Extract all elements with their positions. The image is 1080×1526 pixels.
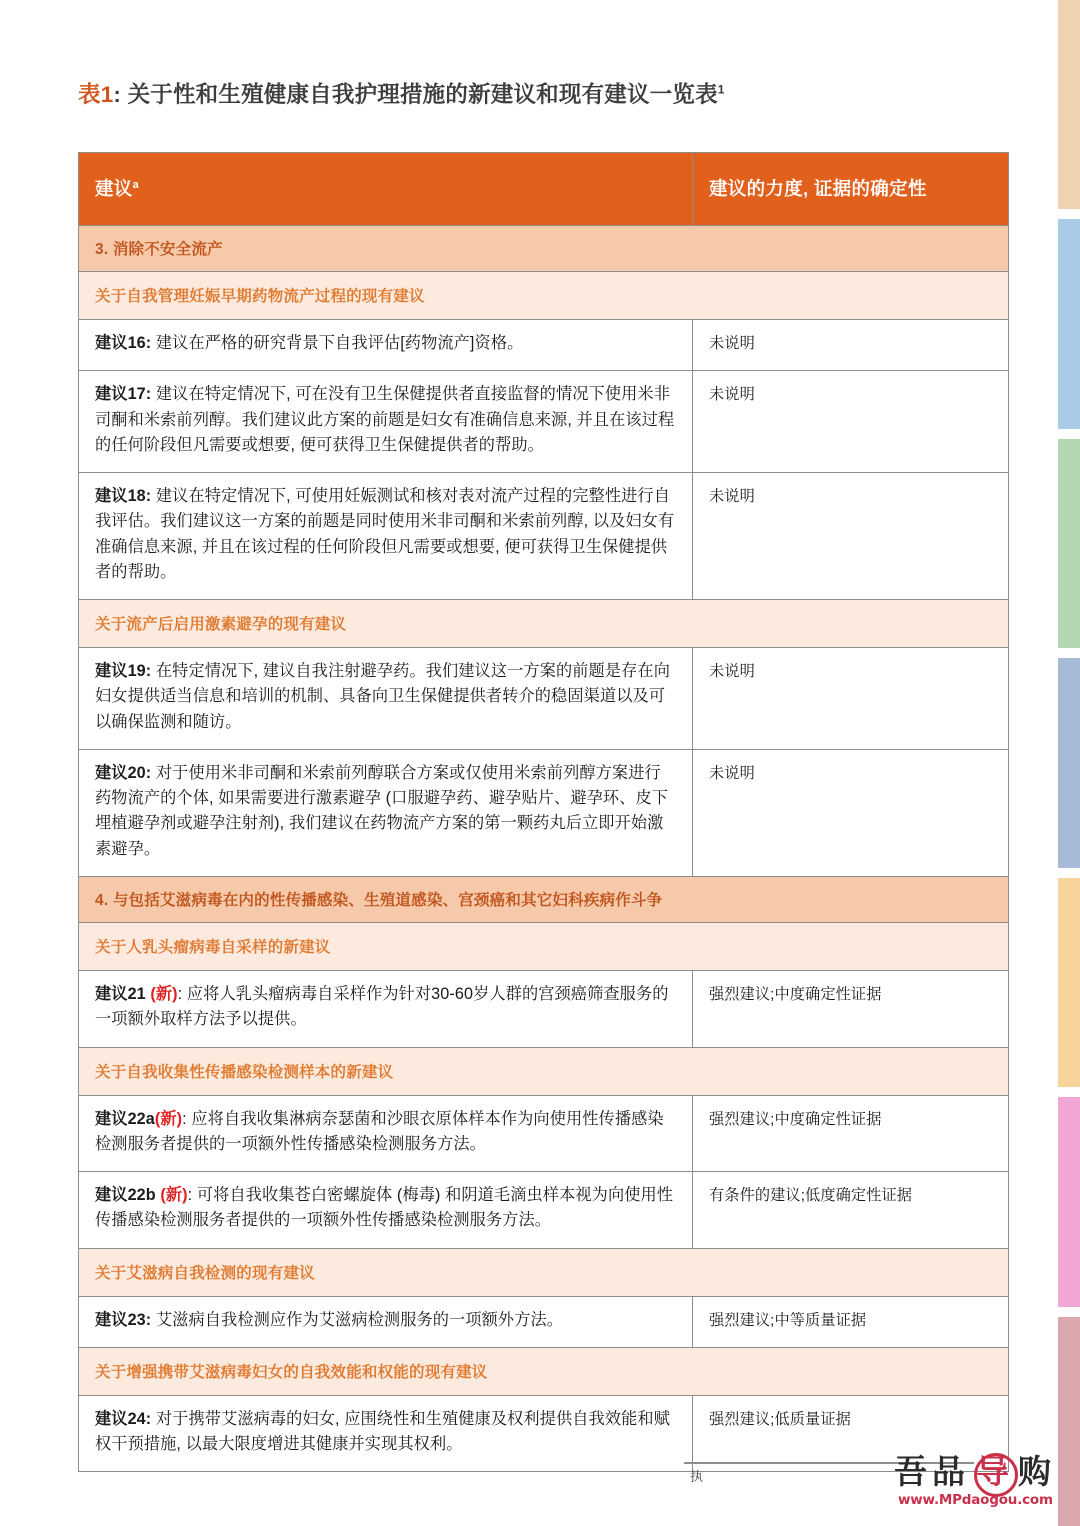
recommendation-id: 建议19: <box>95 662 152 681</box>
edge-color-tab-3 <box>1058 439 1080 648</box>
recommendation-text: 建议在严格的研究背景下自我评估[药物流产]资格。 <box>151 334 524 352</box>
recommendation-cell <box>79 1395 693 1472</box>
section-header-row <box>79 226 1009 272</box>
recommendation-id: 建议17: <box>95 385 152 404</box>
table-row <box>79 1172 1009 1249</box>
edge-color-tab-2 <box>1058 219 1080 428</box>
table-row <box>79 749 1009 876</box>
recommendation-cell <box>79 1172 693 1249</box>
recommendation-text: 建议在特定情况下, 可使用妊娠测试和核对表对流产过程的完整性进行自我评估。我们建议这一方案的前题是同时使用米非司酮和米索前列醇, 以及妇女有准确信息来源, 并且在该过程的任何阶段但凡需要或想要, 便可获得卫生保健提供者的帮助。 <box>95 487 675 581</box>
header-superscript-a: a <box>132 178 140 191</box>
recommendation-text: 建议在特定情况下, 可在没有卫生保健提供者直接监督的情况下使用米非司酮和米索前列醇。我们建议此方案的前题是妇女有准确信息来源, 并且在该过程的任何阶段但凡需要或想要, 便可获得卫生保健提供者的帮助。 <box>95 385 675 454</box>
subsection-header-row <box>79 600 1009 648</box>
watermark-glyph-4: 购 <box>1018 1452 1051 1491</box>
edge-color-tabs <box>1058 0 1080 1526</box>
recommendation-cell <box>79 371 693 473</box>
table-row <box>79 320 1009 371</box>
subsection-header-label: 关于自我管理妊娠早期药物流产过程的现有建议 <box>79 272 1009 320</box>
strength-certainty-cell: 强烈建议;中度确定性证据 <box>693 970 1009 1047</box>
table-row <box>79 970 1009 1047</box>
recommendation-id: 建议22b <box>95 1186 156 1205</box>
recommendation-id: 建议18: <box>95 487 152 506</box>
subsection-header-label: 关于人乳头瘤病毒自采样的新建议 <box>79 922 1009 970</box>
recommendation-id: 建议16: <box>95 334 152 352</box>
title-block <box>78 80 978 109</box>
edge-color-tab-5 <box>1058 878 1080 1087</box>
subsection-header-row <box>79 922 1009 970</box>
watermark-glyph-2: 品 <box>932 1452 965 1491</box>
table-header-row <box>79 153 1009 226</box>
recommendation-id: 建议20: <box>95 763 152 782</box>
header-cell-strength: 建议的力度, 证据的确定性 <box>693 153 1009 226</box>
title-separator: : <box>113 82 128 107</box>
section-header-label: 4. 与包括艾滋病毒在内的性传播感染、生殖道感染、宫颈癌和其它妇科疾病作斗争 <box>79 876 1009 922</box>
recommendation-cell <box>79 1296 693 1347</box>
recommendation-id: 建议24: <box>95 1409 152 1428</box>
table-row <box>79 648 1009 750</box>
edge-color-tab-1 <box>1058 0 1080 209</box>
table-row <box>79 371 1009 473</box>
subsection-header-label: 关于增强携带艾滋病毒妇女的自我效能和权能的现有建议 <box>79 1347 1009 1395</box>
subsection-header-row <box>79 1347 1009 1395</box>
section-header-label: 3. 消除不安全流产 <box>79 226 1009 272</box>
edge-color-tab-7 <box>1058 1317 1080 1526</box>
edge-color-tab-4 <box>1058 658 1080 867</box>
recommendation-cell <box>79 648 693 750</box>
new-badge: (新) <box>150 984 178 1003</box>
watermark-url: www.MPdaogou.com <box>898 1492 1053 1508</box>
subsection-header-row <box>79 1047 1009 1095</box>
recommendation-text: : 应将人乳头瘤病毒自采样作为针对30-60岁人群的宫颈癌筛查服务的一项额外取样方法予以提供。 <box>95 984 669 1029</box>
recommendation-cell <box>79 320 693 371</box>
strength-certainty-cell: 强烈建议;低质量证据 <box>693 1395 1009 1472</box>
header-label-recommendation: 建议 <box>95 178 133 199</box>
page-title <box>78 80 978 109</box>
table-row <box>79 1095 1009 1172</box>
new-badge: (新) <box>160 1186 188 1205</box>
section-header-row <box>79 876 1009 922</box>
strength-certainty-cell: 强烈建议;中等质量证据 <box>693 1296 1009 1347</box>
edge-color-tab-6 <box>1058 1097 1080 1306</box>
table-row <box>79 473 1009 600</box>
recommendation-text: 对于携带艾滋病毒的妇女, 应围绕性和生殖健康及权利提供自我效能和赋权干预措施, 以最大限度增进其健康并实现其权利。 <box>95 1409 670 1454</box>
footnote-text: 执 <box>690 1469 704 1484</box>
table-row <box>79 1395 1009 1472</box>
recommendation-text: : 可将自我收集苍白密螺旋体 (梅毒) 和阴道毛滴虫样本视为向使用性传播感染检测服务者提供的一项额外性传播感染检测服务方法。 <box>95 1186 674 1230</box>
strength-certainty-cell: 未说明 <box>693 320 1009 371</box>
new-badge: (新) <box>154 1109 183 1128</box>
strength-certainty-cell: 未说明 <box>693 749 1009 876</box>
subsection-header-label: 关于自我收集性传播感染检测样本的新建议 <box>79 1047 1009 1095</box>
recommendation-text: 在特定情况下, 建议自我注射避孕药。我们建议这一方案的前题是存在向妇女提供适当信息和培训的机制、具备向卫生保健提供者转介的稳固渠道以及可以确保监测和随访。 <box>95 662 670 731</box>
recommendation-id: 建议21 <box>95 984 146 1003</box>
strength-certainty-cell: 未说明 <box>693 371 1009 473</box>
subsection-header-row <box>79 272 1009 320</box>
recommendation-text: : 应将自我收集淋病奈瑟菌和沙眼衣原体样本作为向使用性传播感染检测服务者提供的一项额外性传播感染检测服务方法。 <box>95 1109 664 1153</box>
table-number-label: 表1 <box>78 82 114 107</box>
table-body <box>79 226 1009 1472</box>
recommendation-text: 艾滋病自我检测应作为艾滋病检测服务的一项额外方法。 <box>151 1310 564 1329</box>
table-head <box>79 153 1009 226</box>
footnote-divider <box>684 1462 974 1464</box>
recommendation-cell <box>79 473 693 600</box>
watermark-glyph-3: 导 <box>976 1452 1009 1491</box>
recommendation-cell <box>79 970 693 1047</box>
header-cell-recommendation <box>79 153 693 226</box>
recommendation-id: 建议22a <box>95 1109 155 1128</box>
subsection-header-label: 关于流产后启用激素避孕的现有建议 <box>79 600 1009 648</box>
watermark-glyph-1: 吾 <box>894 1452 927 1491</box>
title-superscript: 1 <box>717 82 725 97</box>
recommendation-id: 建议23: <box>95 1310 152 1329</box>
title-text: 关于性和生殖健康自我护理措施的新建议和现有建议一览表 <box>127 82 718 107</box>
strength-certainty-cell: 强烈建议;中度确定性证据 <box>693 1095 1009 1172</box>
recommendation-cell <box>79 1095 693 1172</box>
strength-certainty-cell: 有条件的建议;低度确定性证据 <box>693 1172 1009 1249</box>
recommendation-text: 对于使用米非司酮和米索前列醇联合方案或仅使用米索前列醇方案进行药物流产的个体, 如果需要进行激素避孕 (口服避孕药、避孕贴片、避孕环、皮下埋植避孕剂或避孕注射剂), 我们建议在药物流产方案的第一颗药丸后立即开始激素避孕。 <box>95 763 669 858</box>
subsection-header-label: 关于艾滋病自我检测的现有建议 <box>79 1248 1009 1296</box>
recommendation-cell <box>79 749 693 876</box>
strength-certainty-cell: 未说明 <box>693 473 1009 600</box>
table-row <box>79 1296 1009 1347</box>
subsection-header-row <box>79 1248 1009 1296</box>
strength-certainty-cell: 未说明 <box>693 648 1009 750</box>
recommendations-table <box>78 152 1009 1472</box>
